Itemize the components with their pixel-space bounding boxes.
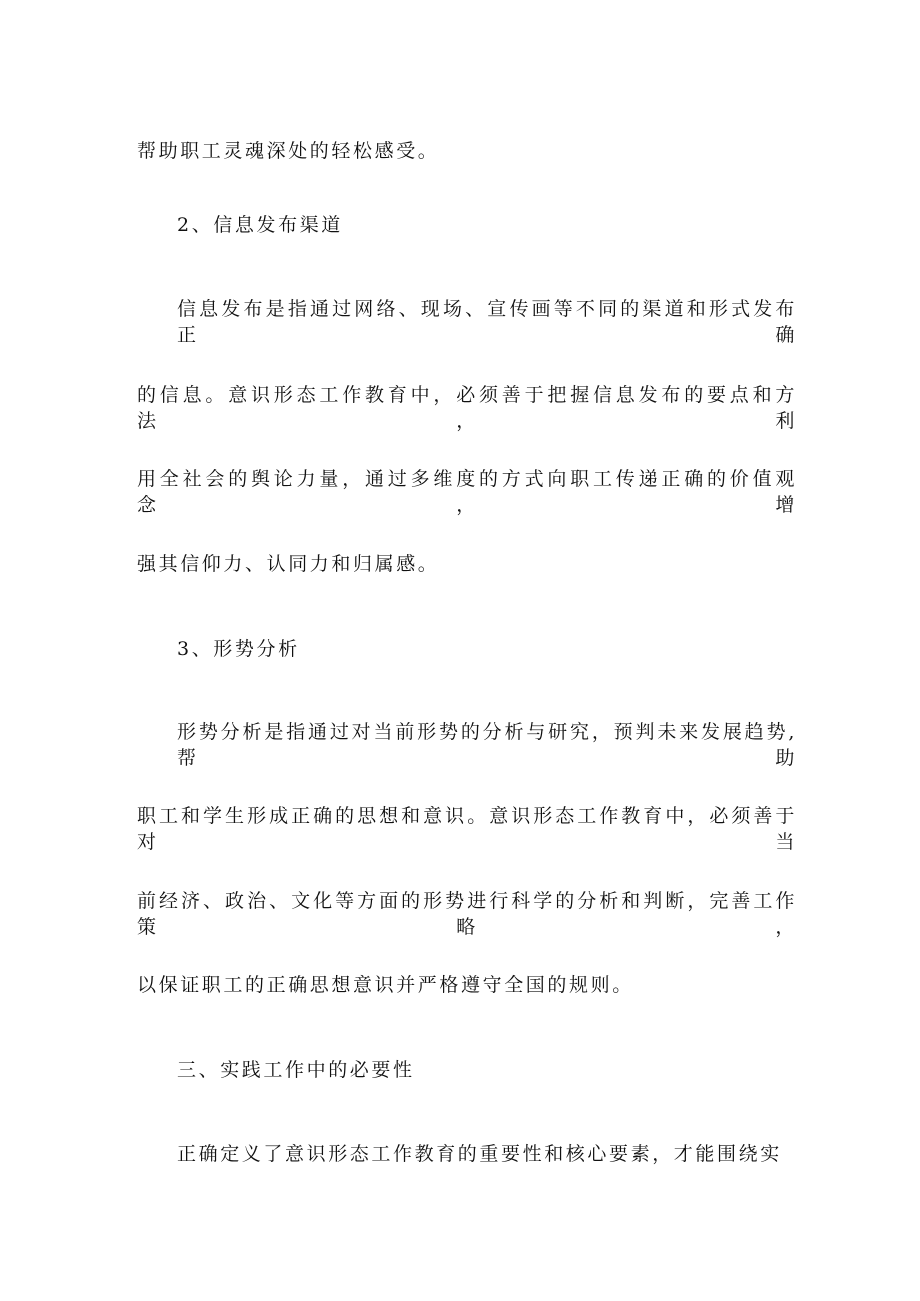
paragraph-line: 正确定义了意识形态工作教育的重要性和核心要素，才能围绕实 (177, 1143, 782, 1165)
paragraph-line: 信息发布是指通过网络、现场、宣传画等不同的渠道和形式发布正确 (177, 298, 797, 346)
paragraph-line: 以保证职工的正确思想意识并严格遵守全国的规则。 (137, 974, 634, 996)
paragraph-line: 前经济、政治、文化等方面的形势进行科学的分析和判断，完善工作策略， (137, 890, 797, 938)
section-heading: 3、形势分析 (177, 638, 300, 660)
section-heading: 2、信息发布渠道 (177, 214, 343, 236)
paragraph-line: 形势分析是指通过对当前形势的分析与研究，预判未来发展趋势,帮助 (177, 721, 797, 769)
paragraph-line: 用全社会的舆论力量，通过多维度的方式向职工传递正确的价值观念，增 (137, 468, 797, 516)
paragraph-line: 强其信仰力、认同力和归属感。 (137, 553, 440, 575)
paragraph-line: 职工和学生形成正确的思想和意识。意识形态工作教育中，必须善于对当 (137, 805, 797, 853)
paragraph-line: 帮助职工灵魂深处的轻松感受。 (137, 140, 440, 162)
section-heading: 三、实践工作中的必要性 (177, 1059, 415, 1081)
paragraph-line: 的信息。意识形态工作教育中，必须善于把握信息发布的要点和方法，利 (137, 384, 797, 432)
